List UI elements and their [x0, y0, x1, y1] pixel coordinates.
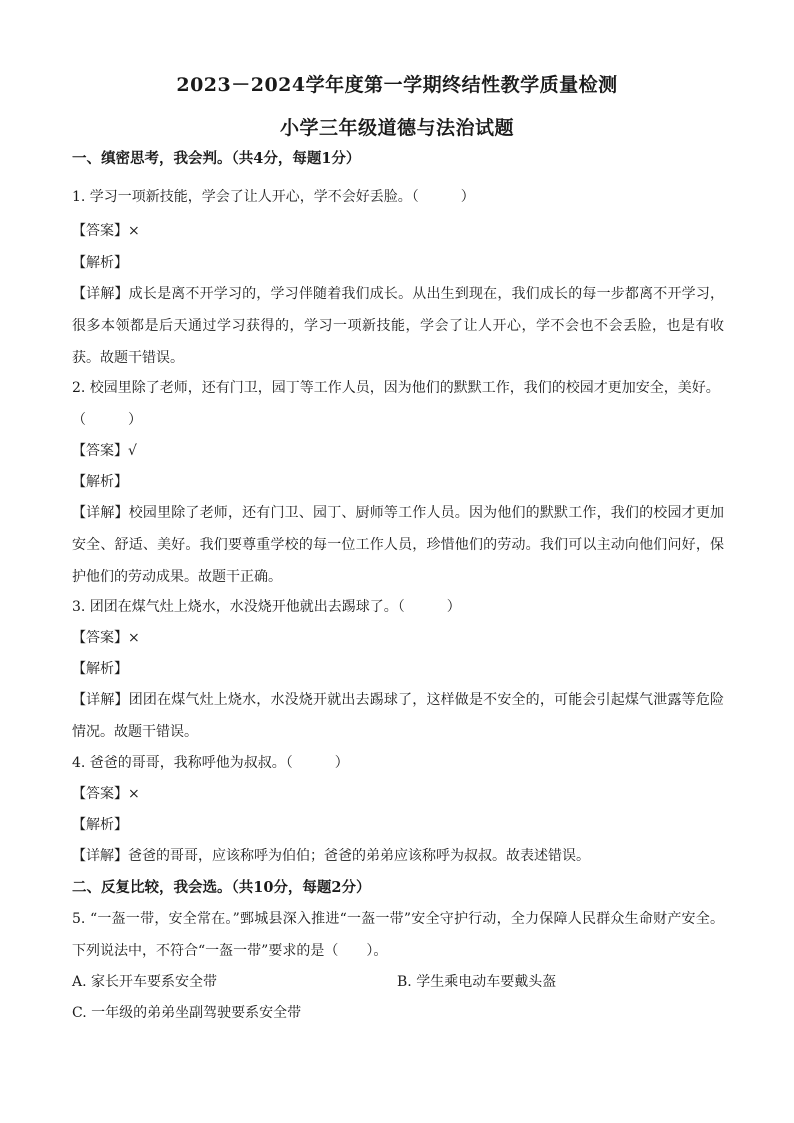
question-1-detail: 【详解】成长是离不开学习的，学习伴随着我们成长。从出生到现在，我们成长的每一步都离不开学习，很多本领都是后天通过学习获得的，学习一项新技能，学会了让人开心，学不会也不会丢脸，也是有收获。故题干错误。	[72, 286, 724, 366]
section-1-heading: 一、缜密思考，我会判。（共4分，每题1分）	[72, 150, 361, 167]
question-3-analysis: 【解析】	[72, 661, 128, 677]
question-5: 5. “一盔一带，安全常在。”鄄城县深入推进“一盔一带”安全守护行动，全力保障人民群众生命财产安全。下列说法中，不符合“一盔一带”要求的是（ ）。	[72, 911, 724, 959]
question-2-line-2: （ ）	[72, 412, 142, 428]
question-3: 3. 团团在煤气灶上烧水，水没烧开他就出去踢球了。（ ）	[72, 599, 461, 615]
question-5-option-c: C. 一年级的弟弟坐副驾驶要系安全带	[72, 1005, 302, 1021]
question-1-analysis: 【解析】	[72, 255, 128, 271]
question-4-answer: 【答案】×	[72, 786, 140, 802]
question-5-option-a: A. 家长开车要系安全带	[72, 974, 218, 990]
question-2-line-1: 2. 校园里除了老师，还有门卫，园丁等工作人员，因为他们的默默工作，我们的校园才更加安全，美好。	[72, 380, 720, 396]
question-5-option-b: B. 学生乘电动车要戴头盔	[397, 974, 557, 990]
section-2-heading: 二、反复比较，我会选。（共10分，每题2分）	[72, 879, 371, 896]
question-2-detail: 【详解】校园里除了老师，还有门卫、园丁、厨师等工作人员。因为他们的默默工作，我们的校园才更加安全、舒适、美好。我们要尊重学校的每一位工作人员，珍惜他们的劳动。我们可以主动向他们问好，保护他们的劳动成果。故题干正确。	[72, 505, 724, 585]
question-4-detail: 【详解】爸爸的哥哥，应该称呼为伯伯；爸爸的弟弟应该称呼为叔叔。故表述错误。	[72, 848, 590, 864]
exam-title: 2023－2024学年度第一学期终结性教学质量检测	[176, 74, 618, 96]
question-1-answer: 【答案】×	[72, 223, 140, 239]
question-3-answer: 【答案】×	[72, 630, 140, 646]
question-3-detail: 【详解】团团在煤气灶上烧水，水没烧开就出去踢球了，这样做是不安全的，可能会引起煤气泄露等危险情况。故题干错误。	[72, 692, 724, 740]
question-2-analysis: 【解析】	[72, 474, 128, 490]
question-1: 1. 学习一项新技能，学会了让人开心，学不会好丢脸。（ ）	[72, 189, 475, 205]
question-4-analysis: 【解析】	[72, 817, 128, 833]
question-2-answer: 【答案】√	[72, 443, 137, 459]
question-4: 4. 爸爸的哥哥，我称呼他为叔叔。（ ）	[72, 755, 349, 771]
exam-subtitle: 小学三年级道德与法治试题	[279, 117, 514, 139]
